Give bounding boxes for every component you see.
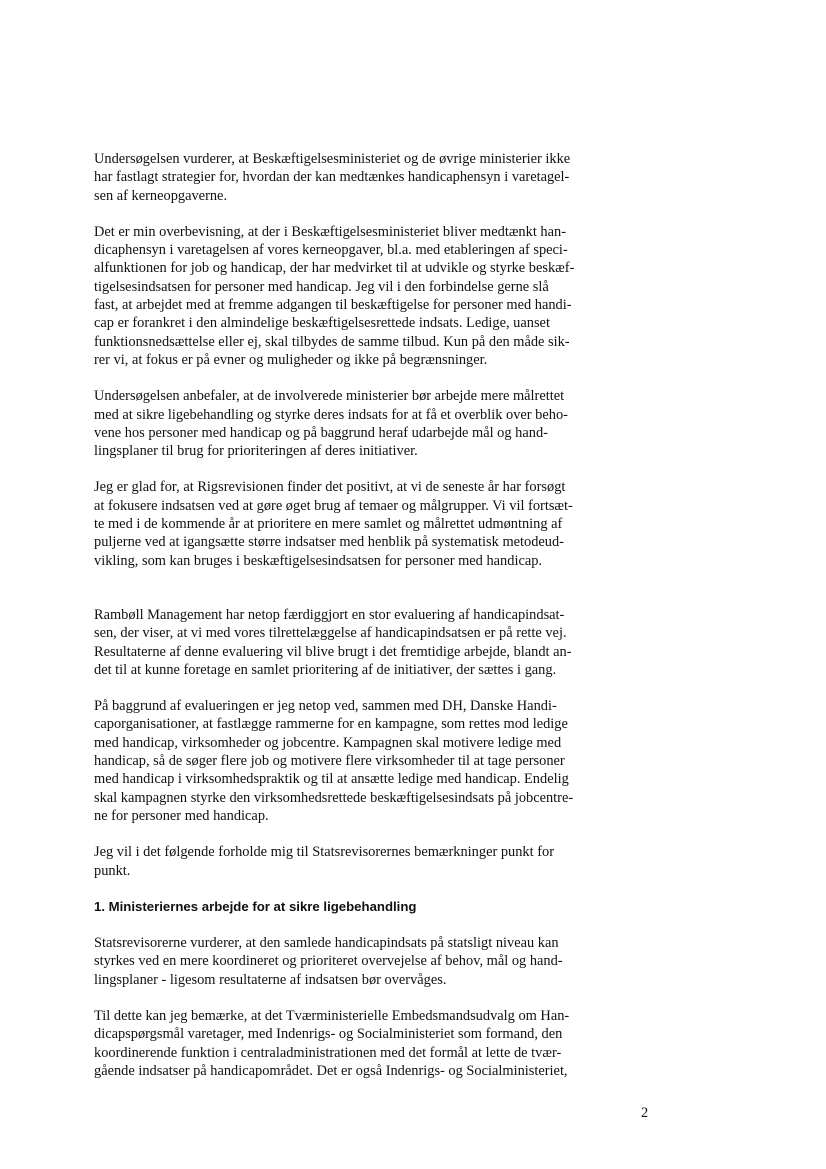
- text-line: med handicap i virksomhedspraktik og til at ansætte ledige med handicap. Endelig: [94, 771, 569, 788]
- text-line: funktionsnedsættelse eller ej, skal tilbydes de samme tilbud. Kun på den måde sik-: [94, 333, 570, 350]
- text-line: Statsrevisorerne vurderer, at den samlede handicapindsats på statsligt niveau kan: [94, 935, 559, 952]
- paragraph-spacer: [94, 880, 614, 898]
- text-line: alfunktionen for job og handicap, der har medvirket til at udvikle og styrke beskæf-: [94, 260, 575, 277]
- paragraph-spacer: [94, 825, 614, 843]
- paragraph-strategy-assessment: [94, 150, 614, 205]
- text-line: cap er forankret i den almindelige beskæftigelsesrettede indsats. Ledige, uanset: [94, 315, 550, 332]
- paragraph-campaign: [94, 697, 614, 825]
- text-line: Til dette kan jeg bemærke, at det Tværministerielle Embedsmandsudvalg om Han-: [94, 1007, 570, 1024]
- section-heading: 1. Ministeriernes arbejde for at sikre ligebehandling: [94, 898, 417, 914]
- text-line: Jeg er glad for, at Rigsrevisionen finder det positivt, at vi de seneste år har forsøgt: [94, 479, 566, 496]
- paragraph-spacer: [94, 369, 614, 387]
- paragraph-ramboll-evaluation: [94, 606, 614, 679]
- text-line: rer vi, at fokus er på evner og muligheder og ikke på begrænsninger.: [94, 351, 488, 368]
- text-line: med handicap, virksomheder og jobcentre. Kampagnen skal motivere ledige med: [94, 734, 562, 751]
- text-line: lingsplaner til brug for prioriteringen af deres initiativer.: [94, 443, 418, 460]
- paragraph-rigsrevisionen-positive: [94, 478, 614, 569]
- text-line: gående indsatser på handicapområdet. Det er også Indenrigs- og Socialministeriet,: [94, 1062, 568, 1079]
- text-line: puljerne ved at igangsætte større indsatser med henblik på systematisk metodeud-: [94, 534, 564, 551]
- text-line: dicaphensyn i varetagelsen af vores kerneopgaver, bl.a. med etableringen af speci-: [94, 242, 568, 259]
- text-line: Rambøll Management har netop færdiggjort en stor evaluering af handicapindsat-: [94, 606, 565, 623]
- text-line: punkt.: [94, 862, 131, 879]
- paragraph-spacer: [94, 679, 614, 697]
- paragraph-recommendation: [94, 387, 614, 460]
- paragraph-spacer: [94, 460, 614, 478]
- text-line: caporganisationer, at fastlægge rammerne for en kampagne, som rettes mod ledige: [94, 716, 568, 733]
- paragraph-spacer: [94, 989, 614, 1007]
- text-line: dicapspørgsmål varetager, med Indenrigs- og Socialministeriet som formand, den: [94, 1026, 563, 1043]
- text-line: Resultaterne af denne evaluering vil blive brugt i det fremtidige arbejde, blandt an-: [94, 643, 572, 660]
- text-line: vikling, som kan bruges i beskæftigelsesindsatsen for personer med handicap.: [94, 552, 543, 569]
- text-line: koordinerende funktion i centraladministrationen med det formål at lette de tvær-: [94, 1044, 562, 1061]
- paragraph-committee: [94, 1007, 614, 1080]
- text-line: Undersøgelsen anbefaler, at de involverede ministerier bør arbejde mere målrettet: [94, 388, 565, 405]
- text-line: sen af kerneopgaverne.: [94, 187, 228, 204]
- text-line: vene hos personer med handicap og på baggrund heraf udarbejde mål og hand-: [94, 424, 548, 441]
- text-line: tigelsesindsatsen for personer med handicap. Jeg vil i den forbindelse gerne slå: [94, 278, 549, 295]
- text-line: at fokusere indsatsen ved at gøre øget brug af temaer og målgrupper. Vi vil fortsæt-: [94, 497, 573, 514]
- document-body: [94, 150, 614, 1080]
- paragraph-ministry-conviction: [94, 223, 614, 369]
- text-line: sen, der viser, at vi med vores tilrettelæggelse af handicapindsatsen er på rette vej.: [94, 625, 567, 642]
- text-line: skal kampagnen styrke den virksomhedsrettede beskæftigelsesindsats på jobcentre-: [94, 789, 574, 806]
- text-line: med at sikre ligebehandling og styrke deres indsats for at få et overblik over beho-: [94, 406, 568, 423]
- paragraph-spacer: [94, 570, 614, 606]
- text-line: På baggrund af evalueringen er jeg netop ved, sammen med DH, Danske Handi-: [94, 698, 557, 715]
- text-line: Undersøgelsen vurderer, at Beskæftigelsesministeriet og de øvrige ministerier ikke: [94, 151, 571, 167]
- text-line: har fastlagt strategier for, hvordan der kan medtænkes handicaphensyn i varetagel-: [94, 169, 570, 186]
- paragraph-following-remarks: [94, 843, 614, 880]
- text-line: te med i de kommende år at prioritere en mere samlet og målrettet udmøntning af: [94, 516, 563, 533]
- text-line: Det er min overbevisning, at der i Beskæftigelsesministeriet bliver medtænkt han-: [94, 223, 566, 240]
- text-line: ne for personer med handicap.: [94, 807, 269, 824]
- paragraph-spacer: [94, 916, 614, 934]
- text-line: det til at kunne foretage en samlet prioritering af de initiativer, der sættes i gang.: [94, 661, 557, 678]
- text-line: styrkes ved en mere koordineret og prioriteret overvejelse af behov, mål og hand-: [94, 953, 563, 970]
- text-line: fast, at arbejdet med at fremme adgangen til beskæftigelse for personer med handi-: [94, 297, 572, 314]
- text-line: lingsplaner - ligesom resultaterne af indsatsen bør overvåges.: [94, 971, 447, 988]
- paragraph-spacer: [94, 205, 614, 223]
- paragraph-statsrevisorerne-assessment: [94, 934, 614, 989]
- text-line: Jeg vil i det følgende forholde mig til Statsrevisorernes bemærkninger punkt for: [94, 844, 555, 861]
- text-line: handicap, så de søger flere job og motivere flere virksomheder til at tage personer: [94, 753, 565, 770]
- page-number: 2: [641, 1105, 649, 1121]
